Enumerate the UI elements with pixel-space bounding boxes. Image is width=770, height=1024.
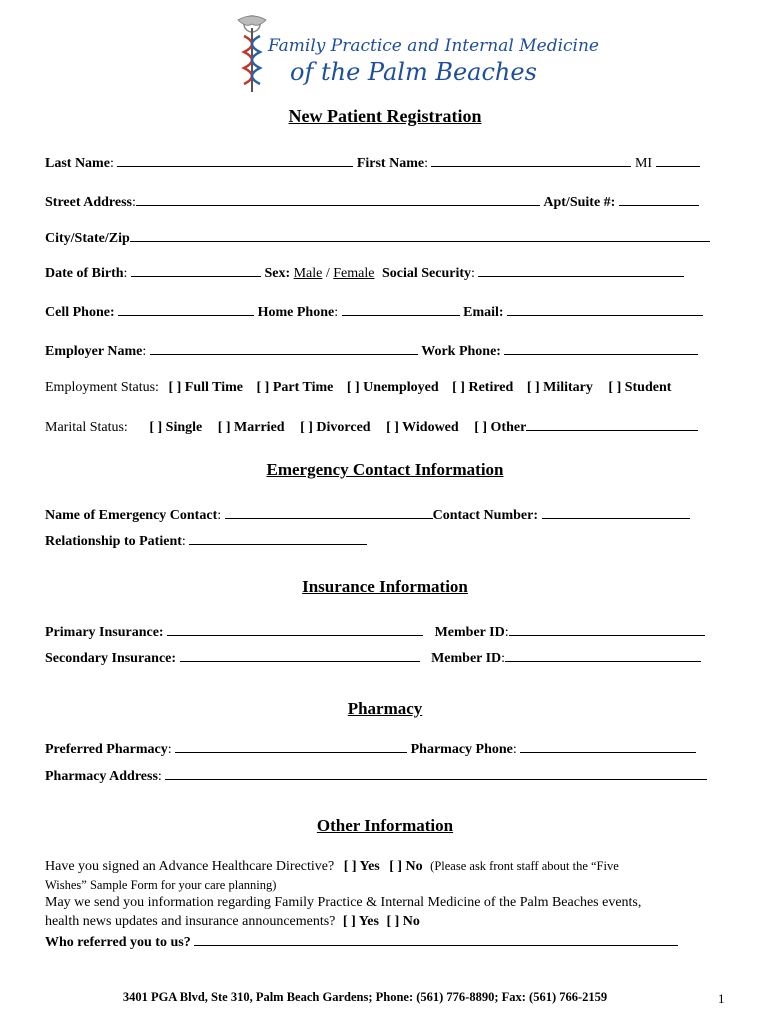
work-phone-label: Work Phone: [421,344,501,359]
logo [228,14,599,94]
pharmacy-phone-field[interactable] [520,740,696,753]
employment-full-time[interactable]: [ ] Full Time [168,380,243,395]
directive-no[interactable]: [ ] No [389,859,423,874]
first-name-label: First Name [356,156,425,171]
street-row: Street Address: Apt/Suite #: [45,193,699,211]
pharmacy-address-field[interactable] [165,767,707,780]
marital-other-field[interactable] [526,418,698,431]
preferred-pharmacy-field[interactable] [175,740,407,753]
pharmacy-address-label: Pharmacy Address [45,769,158,784]
primary-member-id-label: Member ID [434,625,505,640]
dob-label: Date of Birth [45,266,124,281]
footer-address: 3401 PGA Blvd, Ste 310, Palm Beach Gardens; Phone: (561) 776-8890; Fax: (561) 766-2159 [122,990,608,1004]
home-phone-field[interactable] [342,303,460,316]
sex-label: Sex: [264,266,291,281]
page-title: New Patient Registration [288,106,482,126]
mi-label: MI [634,156,653,171]
email-consent-no[interactable]: [ ] No [386,914,420,929]
emergency-name-field[interactable] [225,506,433,519]
first-name-field[interactable] [431,154,631,167]
ssn-label: Social Security [381,266,472,281]
referred-label: Who referred you to us? [45,935,191,950]
page-number: 1 [718,991,725,1006]
email-field[interactable] [507,303,703,316]
secondary-insurance-row: Secondary Insurance: Member ID: [45,649,701,667]
email-consent-question-2: health news updates and insurance announcements? [45,914,336,929]
relationship-row: Relationship to Patient: [45,532,367,550]
marital-divorced[interactable]: [ ] Divorced [300,420,371,435]
city-label: City/State/Zip [45,231,130,246]
emergency-heading: Emergency Contact Information [266,460,504,479]
employment-label: Employment Status: [45,380,159,395]
primary-insurance-label: Primary Insurance: [45,625,164,640]
referred-field[interactable] [194,933,678,946]
contact-number-field[interactable] [542,506,690,519]
street-field[interactable] [136,193,540,206]
directive-question: Have you signed an Advance Healthcare Directive? [45,859,335,874]
street-label: Street Address [45,195,132,210]
email-consent-row [45,895,641,911]
ssn-field[interactable] [478,264,684,277]
employment-student[interactable]: [ ] Student [608,380,672,395]
city-field[interactable] [130,229,710,242]
cell-phone-field[interactable] [118,303,254,316]
apt-field[interactable] [619,193,699,206]
contact-number-label: Contact Number: [432,508,538,523]
preferred-pharmacy-label: Preferred Pharmacy [45,742,168,757]
last-name-label: Last Name [45,156,110,171]
pharmacy-address-row: Pharmacy Address: [45,767,707,785]
preferred-pharmacy-row: Preferred Pharmacy: Pharmacy Phone: [45,740,696,758]
home-phone-label: Home Phone [257,305,335,320]
marital-row [45,418,698,436]
city-row [45,229,710,247]
sex-male-option[interactable]: Male [293,266,323,281]
marital-other[interactable]: [ ] Other [474,420,527,435]
apt-label: Apt/Suite #: [543,195,616,210]
dob-row: Date of Birth: Sex: Male / Female Social Security: [45,264,684,282]
employment-row [45,380,671,396]
name-row: Last Name: First Name: MI [45,154,700,172]
employment-unemployed[interactable]: [ ] Unemployed [346,380,439,395]
secondary-insurance-field[interactable] [180,649,420,662]
marital-single[interactable]: [ ] Single [149,420,203,435]
pharmacy-heading: Pharmacy [347,699,423,718]
insurance-heading: Insurance Information [302,577,468,596]
emergency-name-row: Name of Emergency Contact: Contact Number: [45,506,690,524]
primary-member-id-field[interactable] [509,623,705,636]
referred-row [45,933,678,951]
marital-married[interactable]: [ ] Married [217,420,285,435]
directive-note: (Please ask front staff about the “Five [430,859,619,873]
employer-label: Employer Name [45,344,143,359]
marital-widowed[interactable]: [ ] Widowed [386,420,459,435]
phone-row: Cell Phone: Home Phone: Email: [45,303,703,321]
mi-field[interactable] [656,154,700,167]
relationship-label: Relationship to Patient [45,534,182,549]
employment-part-time[interactable]: [ ] Part Time [256,380,334,395]
email-consent-question: May we send you information regarding Family Practice & Internal Medicine of the Palm Beaches events, [45,895,642,910]
secondary-member-id-field[interactable] [505,649,701,662]
marital-label: Marital Status: [45,420,128,435]
other-heading: Other Information [316,816,454,835]
employer-row: Employer Name: Work Phone: [45,342,698,360]
last-name-field[interactable] [117,154,353,167]
pharmacy-phone-label: Pharmacy Phone [410,742,513,757]
directive-yes[interactable]: [ ] Yes [343,859,380,874]
secondary-member-id-label: Member ID [431,651,502,666]
sex-female-option[interactable]: Female [333,266,375,281]
directive-note-2: Wishes” Sample Form for your care planning) [45,878,277,892]
dob-field[interactable] [131,264,261,277]
directive-note-2-row [45,877,276,893]
logo-line-1: Family Practice and Internal Medicine [268,36,599,56]
directive-row [45,858,619,875]
cell-phone-label: Cell Phone: [45,305,115,320]
relationship-field[interactable] [189,532,367,545]
email-consent-row-2 [45,914,420,930]
employer-field[interactable] [150,342,418,355]
primary-insurance-field[interactable] [167,623,423,636]
work-phone-field[interactable] [504,342,698,355]
email-consent-yes[interactable]: [ ] Yes [342,914,379,929]
secondary-insurance-label: Secondary Insurance: [45,651,177,666]
emergency-name-label: Name of Emergency Contact [45,508,218,523]
logo-line-2: of the Palm Beaches [290,58,537,86]
employment-retired[interactable]: [ ] Retired [452,380,514,395]
primary-insurance-row: Primary Insurance: Member ID: [45,623,705,641]
employment-military[interactable]: [ ] Military [526,380,593,395]
email-label: Email: [463,305,504,320]
